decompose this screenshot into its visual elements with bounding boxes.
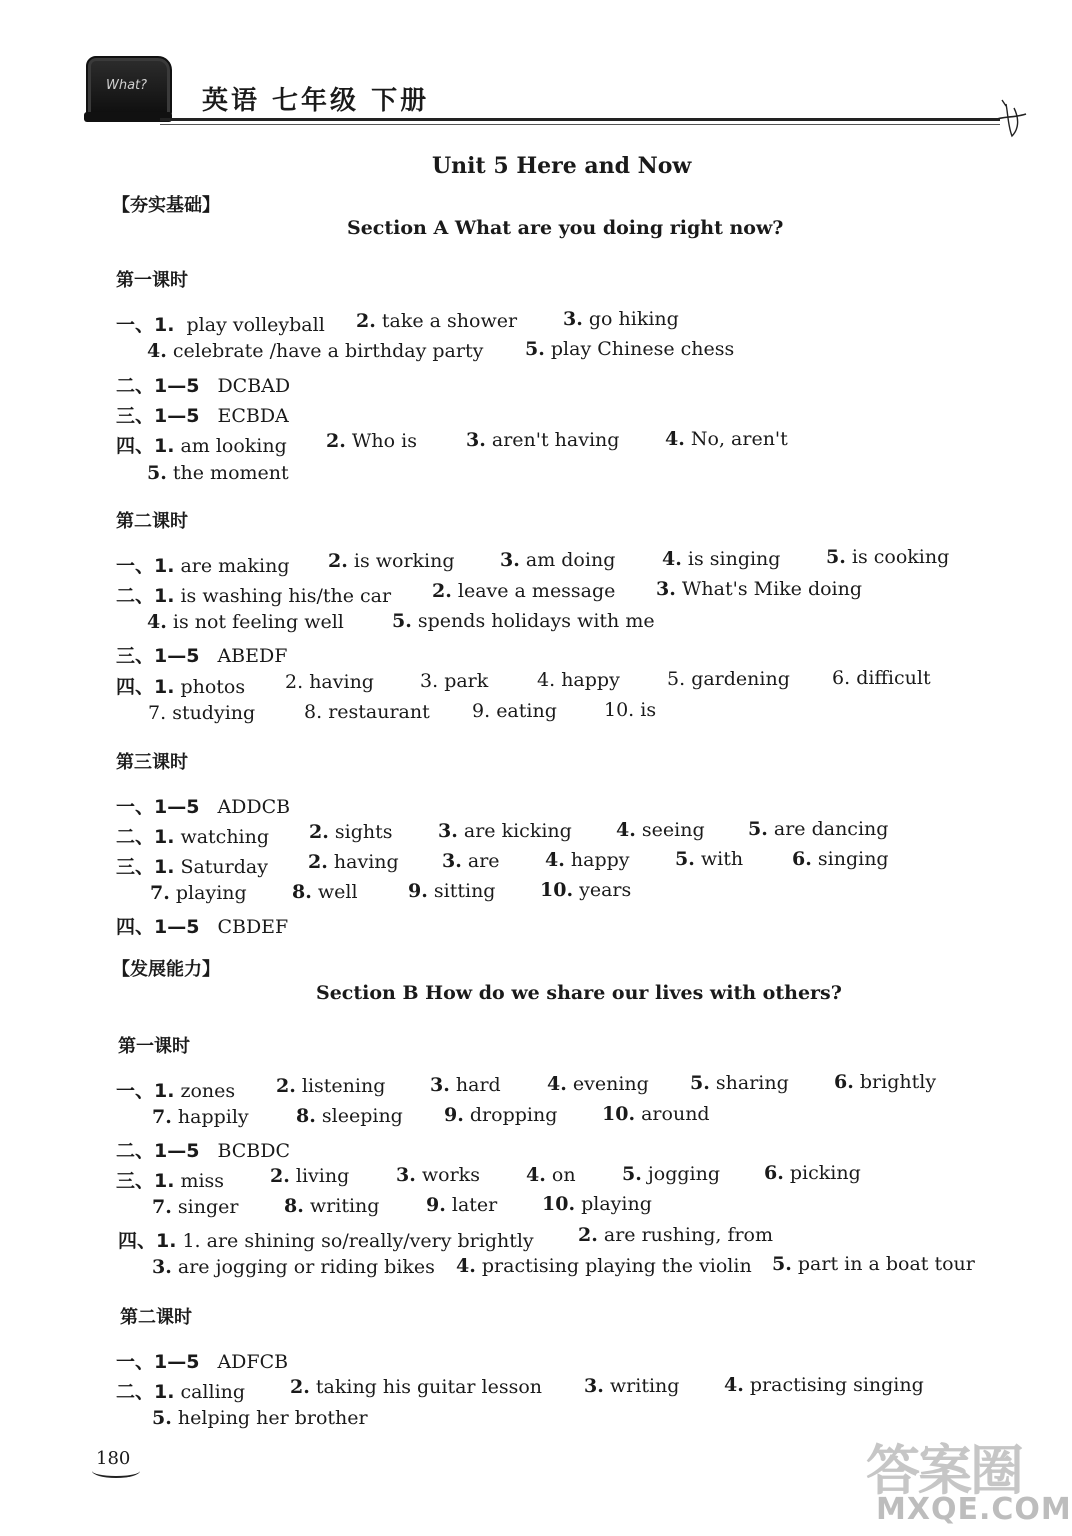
answer-line: 二、1. is washing his/the car	[116, 585, 392, 607]
answer-item: 2. sights	[309, 821, 393, 843]
answer-item: 7. playing	[150, 882, 247, 904]
answer-item: 2. take a shower	[356, 310, 518, 332]
answer-item: 9. sitting	[408, 880, 496, 902]
answer-item: 4. celebrate /have a birthday party	[147, 340, 484, 362]
answer-item: 5. are dancing	[748, 818, 889, 840]
answer-line: 二、1. watching	[116, 826, 270, 848]
answer-item: 4. is singing	[662, 548, 781, 570]
section-a-title: Section A What are you doing right now?	[347, 217, 784, 239]
answer-item: 5. play Chinese chess	[525, 338, 735, 360]
answer-line: 二、1. calling	[116, 1381, 246, 1403]
answer-item: 2. are rushing, from	[578, 1224, 774, 1246]
watermark-logo: 答案圈	[866, 1439, 1022, 1502]
lesson-title: 第一课时	[116, 270, 188, 291]
answer-item: 5. the moment	[147, 462, 289, 484]
answer-item: 2. having	[285, 671, 374, 693]
book-title: 英语 七年级 下册	[202, 86, 430, 116]
answer-item: 7. singer	[152, 1196, 239, 1218]
answer-item: 5. sharing	[690, 1072, 789, 1094]
answer-line: 二、1—5 BCBDC	[116, 1140, 291, 1162]
answer-line: 一、1. play volleyball	[116, 314, 325, 336]
answer-line: 一、1—5 ADFCB	[116, 1351, 289, 1373]
answer-item: 4. seeing	[616, 819, 705, 841]
section-b-title: Section B How do we share our lives with others?	[316, 982, 842, 1004]
answer-line: 四、1. 1. are shining so/really/very brightly	[118, 1230, 534, 1252]
answer-line: 一、1. are making	[116, 555, 290, 577]
answer-item: 3. What's Mike doing	[656, 578, 863, 600]
answer-item: 4. practising playing the violin	[456, 1255, 752, 1277]
chalkboard-text: What?	[106, 78, 148, 93]
answer-item: 8. well	[292, 881, 358, 903]
answer-item: 10. playing	[542, 1193, 652, 1215]
answer-item: 3. are jogging or riding bikes	[152, 1256, 435, 1278]
answer-item: 8. writing	[284, 1195, 380, 1217]
answer-item: 5. gardening	[667, 668, 790, 690]
answer-item: 6. picking	[764, 1162, 861, 1184]
chalkboard-stand	[84, 112, 172, 122]
answer-item: 2. Who is	[326, 430, 417, 452]
lesson-title: 第二课时	[120, 1307, 192, 1328]
answer-line: 四、1. photos	[116, 676, 246, 698]
lesson-title: 第二课时	[116, 511, 188, 532]
watermark	[866, 1428, 1072, 1528]
answer-item: 3. park	[420, 670, 489, 692]
answer-item: 3. am doing	[500, 549, 616, 571]
answer-item: 9. later	[426, 1194, 498, 1216]
answer-item: 8. restaurant	[304, 701, 430, 723]
answer-item: 3. aren't having	[466, 429, 620, 451]
chalkboard-logo-icon	[86, 56, 172, 118]
answer-item: 4. No, aren't	[665, 428, 788, 450]
answer-item: 5. is cooking	[826, 546, 950, 568]
page-number-ornament	[92, 1464, 140, 1478]
answer-item: 3. works	[396, 1164, 480, 1186]
answer-item: 3. go hiking	[563, 308, 679, 330]
answer-line: 三、1—5 ECBDA	[116, 405, 289, 427]
answer-item: 4. is not feeling well	[147, 611, 344, 633]
part-label-development: 【发展能力】	[112, 959, 220, 980]
answer-item: 2. having	[308, 851, 399, 873]
answer-line: 一、1—5 ADDCB	[116, 796, 291, 818]
answer-line: 一、1. zones	[116, 1080, 236, 1102]
unit-title: Unit 5 Here and Now	[432, 153, 692, 179]
answer-item: 2. leave a message	[432, 580, 616, 602]
answer-item: 2. taking his guitar lesson	[290, 1376, 543, 1398]
answer-item: 6. singing	[792, 848, 889, 870]
answer-line: 三、1. Saturday	[116, 856, 268, 878]
answer-item: 7. studying	[148, 702, 256, 724]
lesson-title: 第一课时	[118, 1036, 190, 1057]
answer-item: 2. is working	[328, 550, 455, 572]
answer-item: 2. listening	[276, 1075, 386, 1097]
answer-item: 10. is	[604, 699, 657, 721]
quill-icon	[990, 96, 1030, 140]
answer-item: 3. hard	[430, 1074, 501, 1096]
answer-item: 9. eating	[472, 700, 557, 722]
answer-item: 9. dropping	[444, 1104, 558, 1126]
watermark-url: MXQE.COM	[876, 1492, 1072, 1527]
answer-item: 4. evening	[547, 1073, 649, 1095]
answer-line: 四、1. am looking	[116, 435, 287, 457]
lesson-title: 第三课时	[116, 752, 188, 773]
answer-item: 4. on	[526, 1164, 576, 1186]
answer-item: 4. happy	[537, 669, 620, 691]
answer-item: 3. are	[442, 850, 500, 872]
answer-line: 四、1—5 CBDEF	[116, 916, 289, 938]
answer-item: 5. with	[675, 848, 744, 870]
answer-item: 7. happily	[152, 1106, 249, 1128]
answer-item: 5. spends holidays with me	[392, 610, 655, 632]
answer-item: 5. helping her brother	[152, 1407, 368, 1429]
answer-item: 3. are kicking	[438, 820, 572, 842]
answer-item: 5. jogging	[622, 1163, 721, 1185]
answer-item: 8. sleeping	[296, 1105, 403, 1127]
answer-item: 5. part in a boat tour	[772, 1253, 975, 1275]
page-number: 180	[96, 1448, 131, 1469]
part-label-foundation: 【夯实基础】	[112, 195, 220, 216]
answer-line: 二、1—5 DCBAD	[116, 375, 291, 397]
answer-item: 6. brightly	[834, 1071, 937, 1093]
answer-line: 三、1—5 ABEDF	[116, 645, 288, 667]
answer-line: 三、1. miss	[116, 1170, 225, 1192]
answer-item: 10. around	[602, 1103, 710, 1125]
answer-item: 2. living	[270, 1165, 350, 1187]
answer-item: 10. years	[540, 879, 632, 901]
answer-item: 6. difficult	[832, 667, 931, 689]
header-rule-thin	[160, 124, 1000, 125]
answer-item: 3. writing	[584, 1375, 680, 1397]
header-rule	[160, 118, 1000, 121]
answer-item: 4. practising singing	[724, 1374, 924, 1396]
answer-item: 4. happy	[545, 849, 630, 871]
